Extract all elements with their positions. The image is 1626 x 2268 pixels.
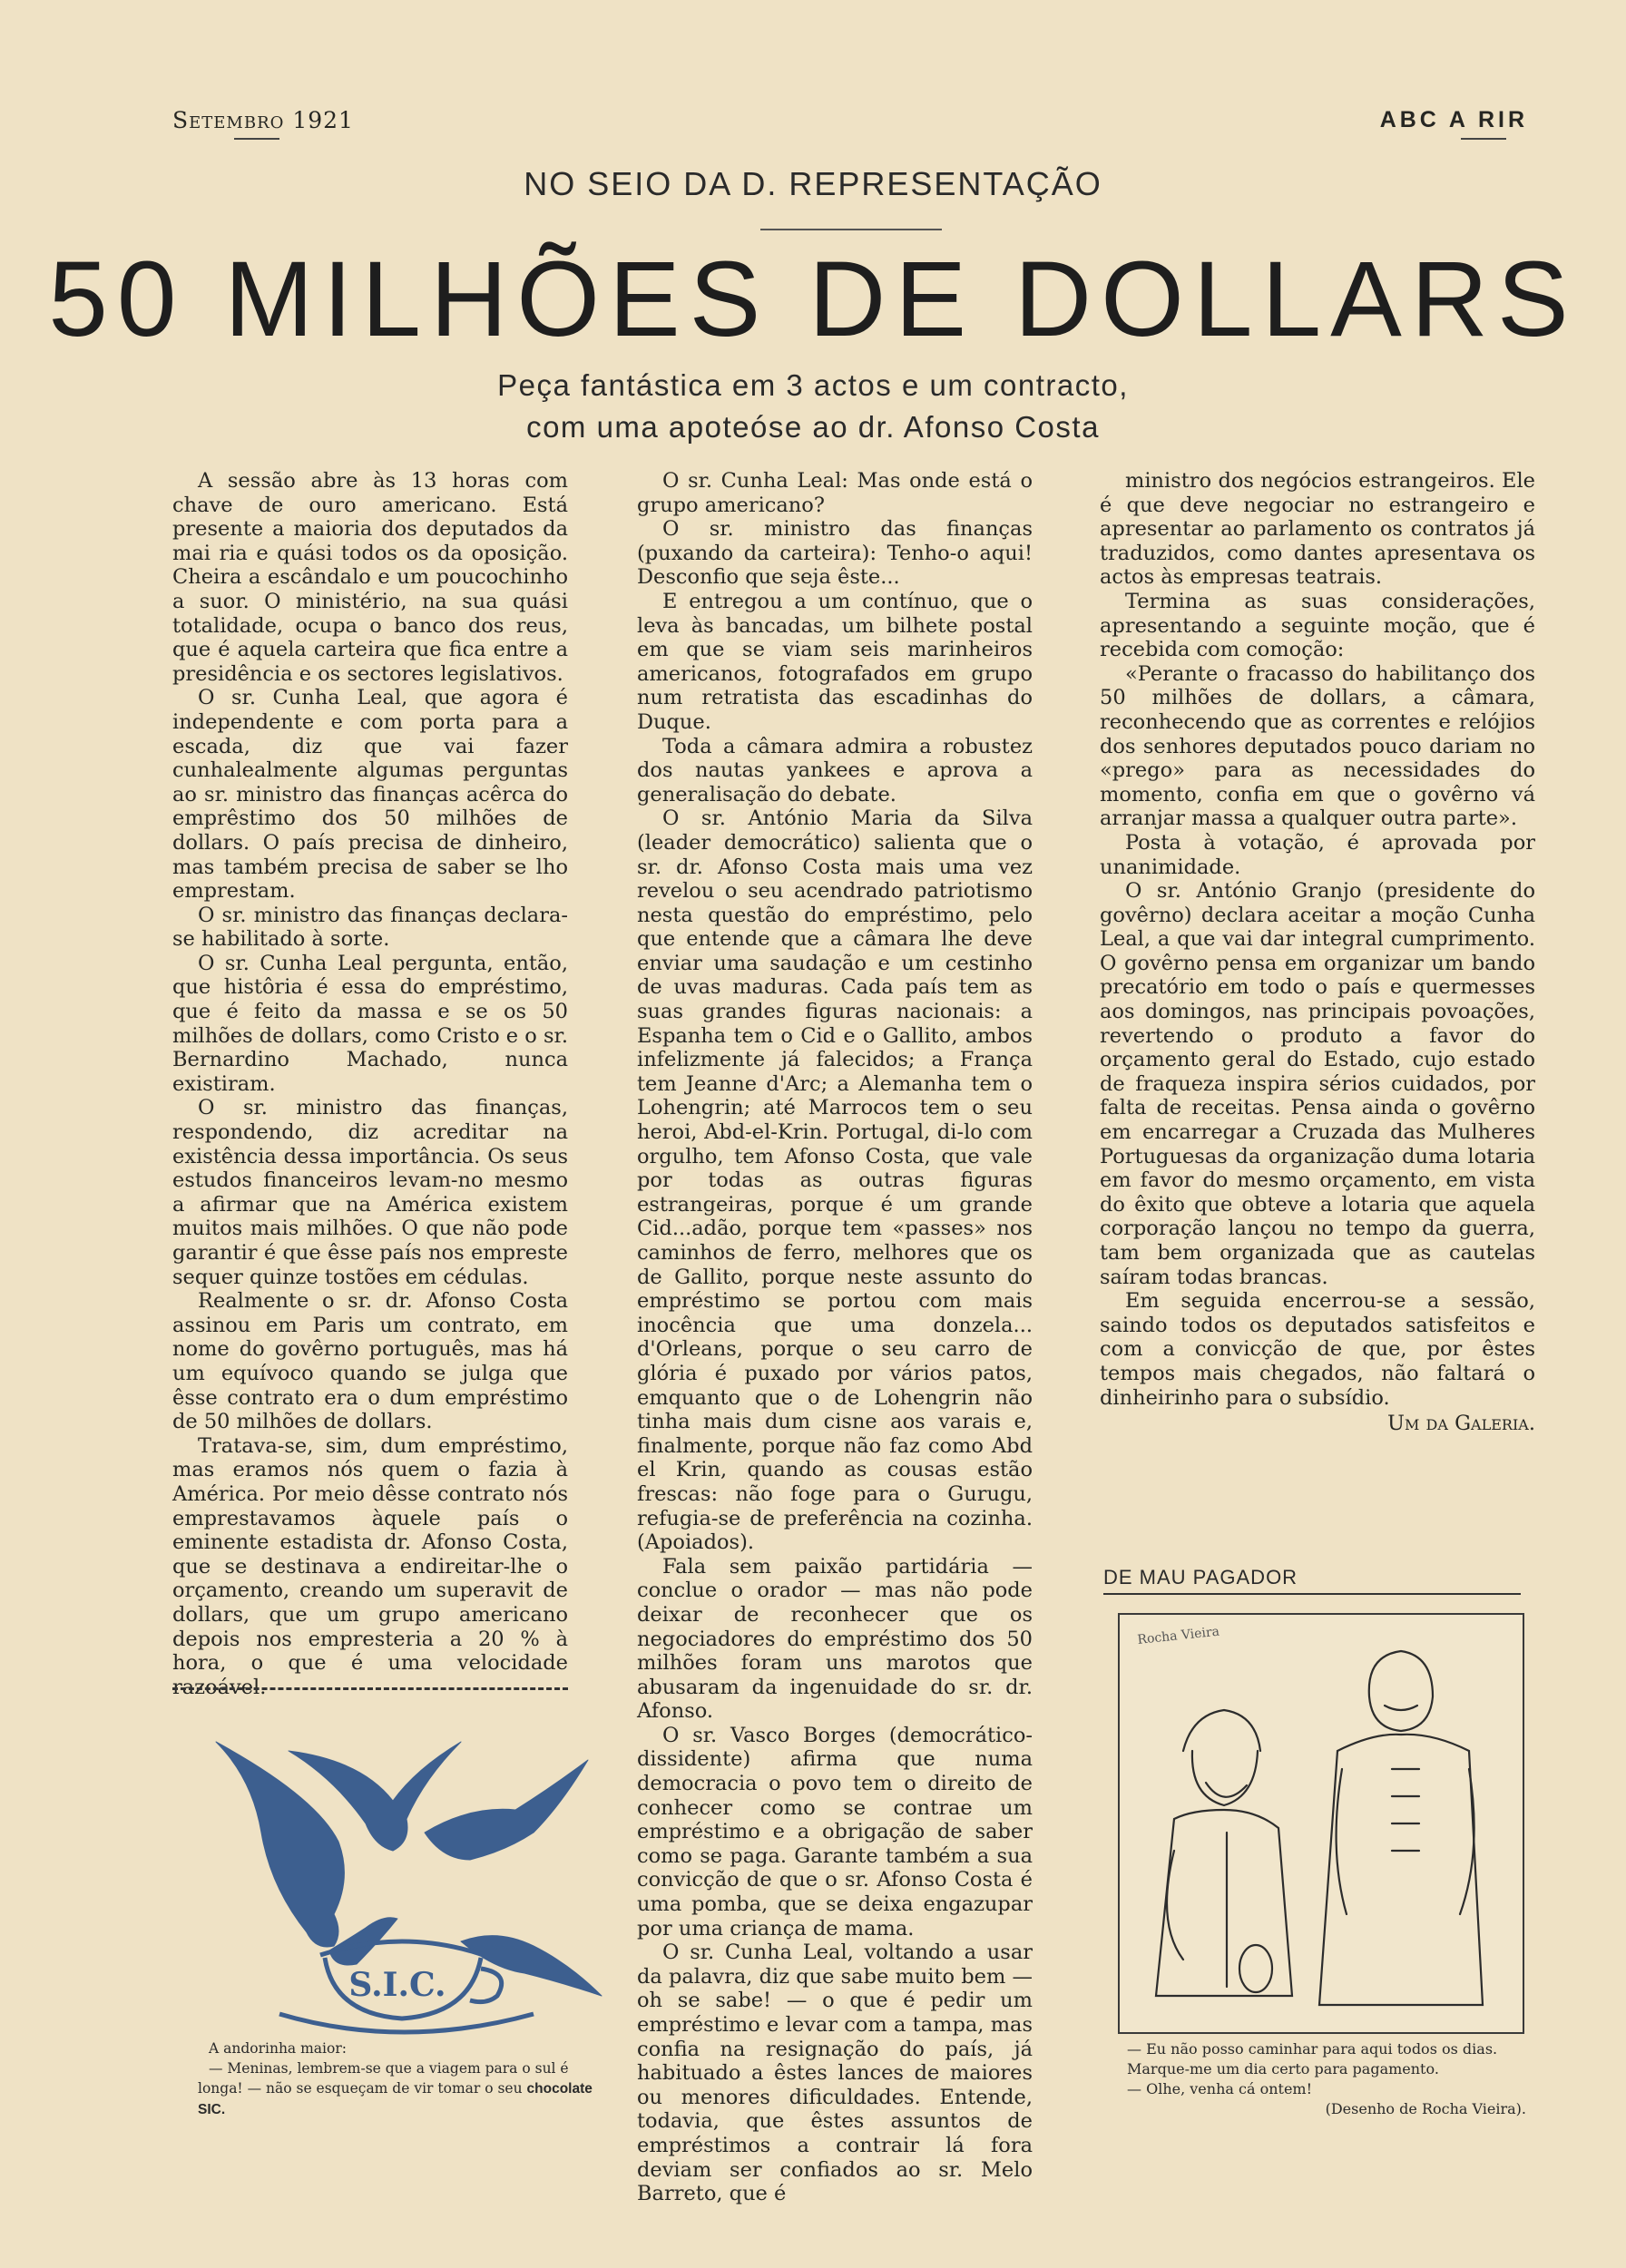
advert-brand: chocolate SIC.	[198, 2081, 593, 2117]
subtitle-line-1: Peça fantástica em 3 actos e um contracto,	[497, 368, 1129, 402]
advert-caption	[198, 2038, 608, 2120]
magazine-name: ABC A RIR	[1379, 107, 1528, 132]
figure-left-beard	[1206, 1783, 1247, 1797]
paragraph: Em seguida encerrou-se a sessão, saindo todos os deputados satisfeitos e com a convicção de que, por êstes tempos mais chegados, não faltará o dinheirinho para o subsídio.	[1100, 1289, 1535, 1410]
paragraph: ministro dos negócios estrangeiros. Ele é que deve negociar no estrangeiro e apresentar ao parlamento os contratos já traduzidos, como dantes apresentava os actos às empresas teatrais.	[1100, 469, 1535, 590]
paragraph: Tratava-se, sim, dum empréstimo, mas eramos nós quem o fazia à América. Por meio dêsse contrato nós emprestavamos àquele país o eminente estadista dr. Afonso Costa, que se destinava a endireitar-lhe o orçamento, creando um superavit de dollars, que um grupo americano depois nos empresteria a 20 % à hora, o que é uma velocidade razoável.	[172, 1433, 568, 1699]
cup-label: S.I.C.	[348, 1966, 446, 2004]
paragraph: Termina as suas considerações, apresentando a seguinte moção, que é recebida com comoção:	[1100, 589, 1535, 662]
figure-right-arm-2	[1460, 1769, 1474, 1914]
headline: 50 MILHÕES DE DOLLARS	[48, 240, 1578, 359]
paragraph: «Perante o fracasso do habilitanço dos 50 milhões de dollars, a câmara, reconhecendo que as correntes e relójios dos senhores deputados pouco dariam no «prego» para as necessidades do momento, confia em que o govêrno vá arranjar massa a qualquer outra parte».	[1100, 661, 1535, 831]
cartoon-caption	[1127, 2039, 1526, 2119]
article-column-3	[1100, 469, 1535, 1436]
swallow-right-perch	[461, 1936, 602, 1996]
paragraph: O sr. Cunha Leal, que agora é independente e com porta para a escada, diz que vai fazer cunhalealmente algumas perguntas ao sr. ministro das finanças acêrca do emprêstimo dos 50 milhões de dollars. O país precisa de dinheiro, mas também precisa de saber se lho emprestam.	[172, 686, 568, 904]
subtitle-line-2: com uma apoteóse ao dr. Afonso Costa	[526, 410, 1100, 444]
figure-right-arm	[1337, 1769, 1347, 1914]
subtitle	[0, 365, 1626, 448]
paragraph: O sr. Cunha Leal: Mas onde está o grupo americano?	[637, 469, 1033, 517]
figure-right-moustache	[1385, 1706, 1417, 1710]
swallows-advert-illustration	[198, 1724, 606, 2041]
article-column-1	[172, 469, 568, 1699]
cartoon-title: DE MAU PAGADOR	[1103, 1566, 1298, 1589]
issue-date: Setembro 1921	[172, 107, 354, 133]
paragraph: O sr. Cunha Leal, voltando a usar da palavra, diz que sabe muito bem — oh se sabe! — o que é pedir um empréstimo e levar com a tampa, mas confia na resignação do país, já habituado a êstes lances de maiores ou menores dificuldades. Entende, todavia, que êstes assuntos de empréstimos a contrair lá fora deviam ser confiados ao sr. Melo Barreto, que é	[637, 1941, 1033, 2206]
cartoon-title-rule	[1103, 1593, 1521, 1595]
paragraph: O sr. ministro das finanças (puxando da carteira): Tenho-o aqui! Desconfio que seja êste...	[637, 517, 1033, 590]
cartoon-caption-line-2: — Olhe, venha cá ontem!	[1127, 2080, 1313, 2097]
kicker-rule	[760, 229, 942, 230]
advert-caption-line-2: — Meninas, lembrem-se que a viagem para o sul é longa! — não se esqueçam de vir tomar o seu	[198, 2060, 569, 2097]
column-divider-rule	[172, 1687, 568, 1693]
figure-left-hat	[1183, 1710, 1260, 1751]
paragraph: Toda a câmara admira a robustez dos nautas yankees e aprova a generalisação do debate.	[637, 734, 1033, 807]
paragraph: O sr. ministro das finanças declara-se habilitado à sorte.	[172, 903, 568, 952]
cartoon-frame	[1118, 1613, 1524, 2034]
paragraph: Realmente o sr. dr. Afonso Costa assinou em Paris um contrato, em nome do govêrno português, mas há um equívoco quando se julga que êsse contrato era o dum empréstimo de 50 milhões de dollars.	[172, 1289, 568, 1434]
paragraph: O sr. Vasco Borges (democrático-dissidente) afirma que numa democracia o povo tem o direito de conhecer como se contrae um empréstimo e a obrigação de saber como se paga. Garante também a sua convicção de que o sr. Afonso Costa é uma pomba, que se deixa engazupar por uma criança de mama.	[637, 1723, 1033, 1941]
figure-right-coat	[1319, 1735, 1483, 2005]
paragraph: Posta à votação, é aprovada por unanimidade.	[1100, 830, 1535, 879]
cartoon-caption-line-1: — Eu não posso caminhar para aqui todos os dias. Marque-me um dia certo para pagamento.	[1127, 2040, 1498, 2077]
figure-right-head	[1369, 1651, 1433, 1731]
article-column-2	[637, 469, 1033, 2206]
section-kicker: NO SEIO DA D. REPRESENTAÇÃO	[524, 165, 1102, 202]
cartoon-credit: (Desenho de Rocha Vieira).	[1325, 2100, 1526, 2117]
figure-right-toggles	[1392, 1769, 1419, 1851]
header-rule-left	[234, 138, 279, 140]
figure-left-hat-held	[1239, 1945, 1272, 1992]
header-rule-right	[1461, 138, 1506, 140]
paragraph: Fala sem paixão partidária — conclue o orador — mas não pode deixar de reconhecer que os negociadores do empréstimo dos 50 milhões foram uns marotos que abusaram da ingenuidade do sr. dr. Afonso.	[637, 1554, 1033, 1724]
paragraph: O sr. Cunha Leal pergunta, então, que histôria é essa do empréstimo, que é feito da massa e se os 50 milhões de dollars, como Cristo e o sr. Bernardino Machado, nunca existiram.	[172, 951, 568, 1096]
cartoon-illustration	[1120, 1615, 1523, 2032]
article-signature: Um da Galeria.	[1387, 1412, 1535, 1436]
paragraph: O sr. António Granjo (presidente do govêrno) declara aceitar a moção Cunha Leal, a que vai dar integral cumprimento. O govêrno pensa em organizar um bando precatório em todo o país e quermesses aos domingos, nas principais povoações, revertendo o produto a favor do orçamento geral do Estado, cujo estado de fraqueza inspira sérios cuidados, por falta de receitas. Pensa ainda o govêrno em encarregar a Cruzada das Mulheres Portuguesas da organização duma lotaria em favor do mesmo orçamento, em vista do êxito que obteve a lotaria que aquela corporação lançou no tempo da guerra, tam bem organizada que as cautelas saíram todas brancas.	[1100, 879, 1535, 1289]
swallow-right-top	[425, 1760, 588, 1860]
artist-signature: Rocha Vieira	[1136, 1624, 1220, 1647]
paragraph: O sr. ministro das finanças, respondendo, diz acreditar na existência dessa importância. Os seus estudos financeiros levam-no mesmo a afirmar que na América existem muitos mais milhões. O que não pode garantir é que êsse país nos empreste sequer quinze tostões em cédulas.	[172, 1096, 568, 1289]
paragraph: A sessão abre às 13 horas com chave de ouro americano. Está presente a maioria dos deputados da mai ria e quási todos os da oposição. Cheira a escândalo e um poucochinho a suor. O ministério, na sua quási totalidade, ocupa o banco dos reus, que é aquela carteira que fica entre a presidência e os sectores legislativos.	[172, 469, 568, 686]
paragraph: O sr. António Maria da Silva (leader democrático) salienta que o sr. dr. Afonso Costa mais uma vez revelou o seu acendrado patriotismo nesta questão do empréstimo, pelo que entende que a câmara lhe deve enviar uma saudação e um cestinho de uvas maduras. Cada país tem as suas grandes figuras nacionais: a Espanha tem o Cid e o Gallito, ambos infelizmente já falecidos; a França tem Jeanne d'Arc; a Alemanha tem o Lohengrin; até Marrocos tem o seu heroi, Abd-el-Krin. Portugal, di-lo com orgulho, tem Afonso Costa, que vale por todas as outras figuras estrangeiras, porque é um grande Cid...adão, porque tem «passes» nos caminhos de ferro, melhores que os de Gallito, porque neste assunto do empréstimo se portou com mais inocência que uma donzela... d'Orleans, porque o seu carro de glória é puxado por vários patos, emquanto que o de Lohengrin não tinha mais dum cisne aos varais e, finalmente, porque não faz como Abd el Krin, quando as cousas estão frescas: não foge para o Gurugu, refugia-se de preferência na cozinha. (Apoiados).	[637, 807, 1033, 1555]
paragraph: E entregou a um contínuo, que o leva às bancadas, um bilhete postal em que se viam seis marinheiros americanos, fotografados em grupo num retratista das escadinhas do Duque.	[637, 589, 1033, 734]
advert-caption-line-1: A andorinha maior:	[209, 2040, 347, 2057]
